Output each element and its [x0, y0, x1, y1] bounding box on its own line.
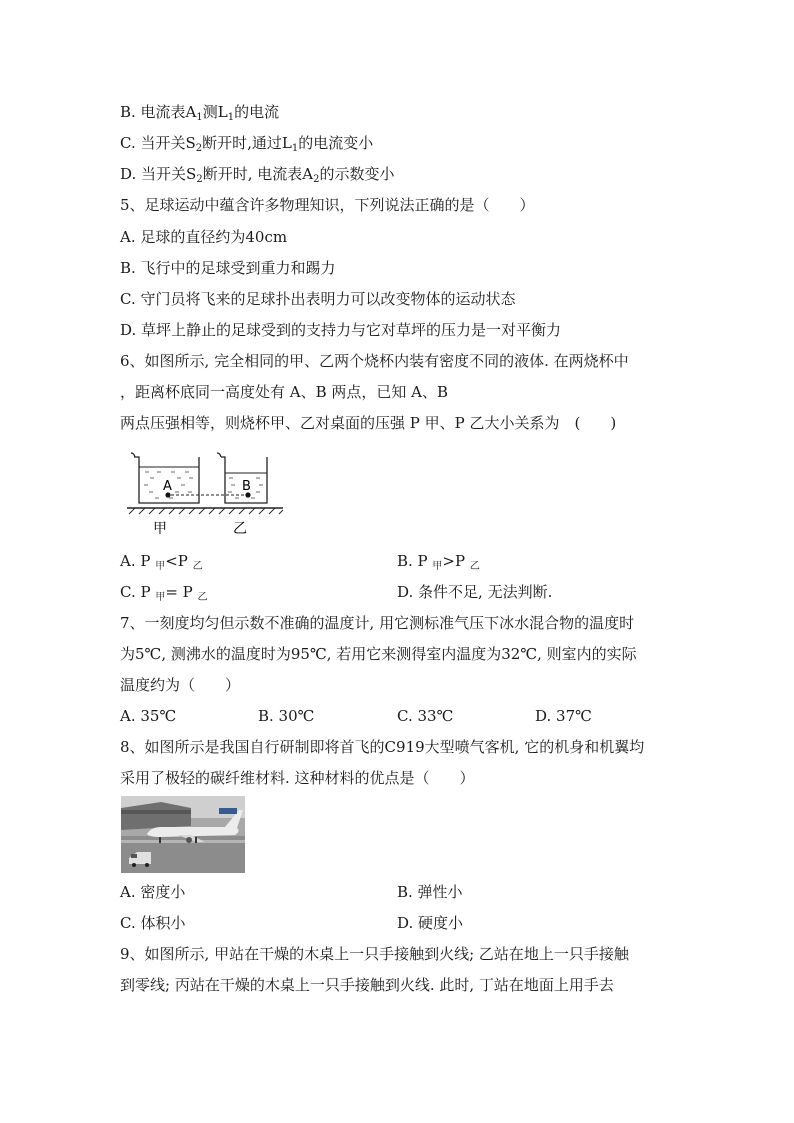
q5-stem: 5、足球运动中蕴含许多物理知识，下列说法正确的是（ ） — [120, 196, 535, 214]
q4-option-b: B. 电流表$A_1$测$L_1$的电流 — [120, 103, 280, 123]
q7-option-b: B. 30℃ — [258, 707, 315, 725]
point-a-label: A — [163, 479, 172, 494]
beaker-jia — [131, 453, 199, 503]
q4-option-d: D. 当开关$S_2$断开时, 电流表$A_2$的示数变小 — [120, 165, 395, 185]
table-hatching — [129, 508, 283, 514]
q9-stem-line-2: 到零线; 丙站在干燥的木桌上一只手接触到火线. 此时, 丁站在地面上用手去 — [120, 976, 614, 994]
q8-option-b: B. 弹性小 — [397, 883, 463, 901]
aircraft-image — [121, 796, 245, 873]
q6-stem-line-2: ，距离杯底同一高度处有 A、B 两点，已知 A、B — [120, 383, 449, 401]
q7-option-d: D. 37℃ — [535, 707, 592, 725]
q5-option-d: D. 草坪上静止的足球受到的支持力与它对草坪的压力是一对平衡力 — [120, 321, 562, 339]
beaker-figure — [125, 445, 290, 540]
q7-stem-line-2: 为5℃, 测沸水的温度时为95℃, 若用它来测得室内温度为32℃, 则室内的实际 — [120, 645, 637, 663]
q7-option-a: A. 35℃ — [120, 707, 177, 725]
q6-stem-line-3: 两点压强相等，则烧杯甲、乙对桌面的压强 P 甲、P 乙大小关系为 ( ) — [120, 414, 617, 432]
point-b-label: B — [242, 479, 251, 494]
q9-stem-line-1: 9、如图所示, 甲站在干燥的木桌上一只手接触到火线; 乙站在地上一只手接触 — [120, 945, 629, 963]
q8-stem-line-1: 8、如图所示是我国自行研制即将首飞的C919大型喷气客机, 它的机身和机翼均 — [120, 738, 645, 756]
q4-option-c: C. 当开关$S_2$断开时,通过$L_1$的电流变小 — [120, 134, 374, 154]
q8-stem-line-2: 采用了极轻的碳纤维材料. 这种材料的优点是（ ） — [120, 769, 475, 787]
q6-option-d: D. 条件不足, 无法判断. — [397, 583, 553, 601]
beaker-jia-label: 甲 — [153, 521, 167, 537]
q6-option-c: C. P $_甲$= P $_乙$ — [120, 583, 208, 603]
q5-option-a: A. 足球的直径约为40cm — [120, 228, 288, 246]
q8-option-c: C. 体积小 — [120, 914, 186, 932]
q7-option-c: C. 33℃ — [397, 707, 454, 725]
q5-option-b: B. 飞行中的足球受到重力和踢力 — [120, 259, 336, 277]
q8-option-a: A. 密度小 — [120, 883, 186, 901]
c919-aircraft-photo — [121, 796, 245, 873]
q6-option-b: B. P $_甲$>P $_乙$ — [397, 552, 480, 572]
q7-stem-line-3: 温度约为（ ） — [120, 676, 241, 694]
beaker-yi — [217, 453, 267, 503]
q8-option-d: D. 硬度小 — [397, 914, 464, 932]
q6-stem-line-1: 6、如图所示, 完全相同的甲、乙两个烧杯内装有密度不同的液体. 在两烧杯中 — [120, 352, 629, 370]
beaker-yi-label: 乙 — [233, 521, 247, 537]
q7-stem-line-1: 7、一刻度均匀但示数不准确的温度计, 用它测标准气压下冰水混合物的温度时 — [120, 614, 635, 632]
q6-option-a: A. P $_甲$<P $_乙$ — [120, 552, 203, 572]
q5-option-c: C. 守门员将飞来的足球扑出表明力可以改变物体的运动状态 — [120, 290, 516, 308]
